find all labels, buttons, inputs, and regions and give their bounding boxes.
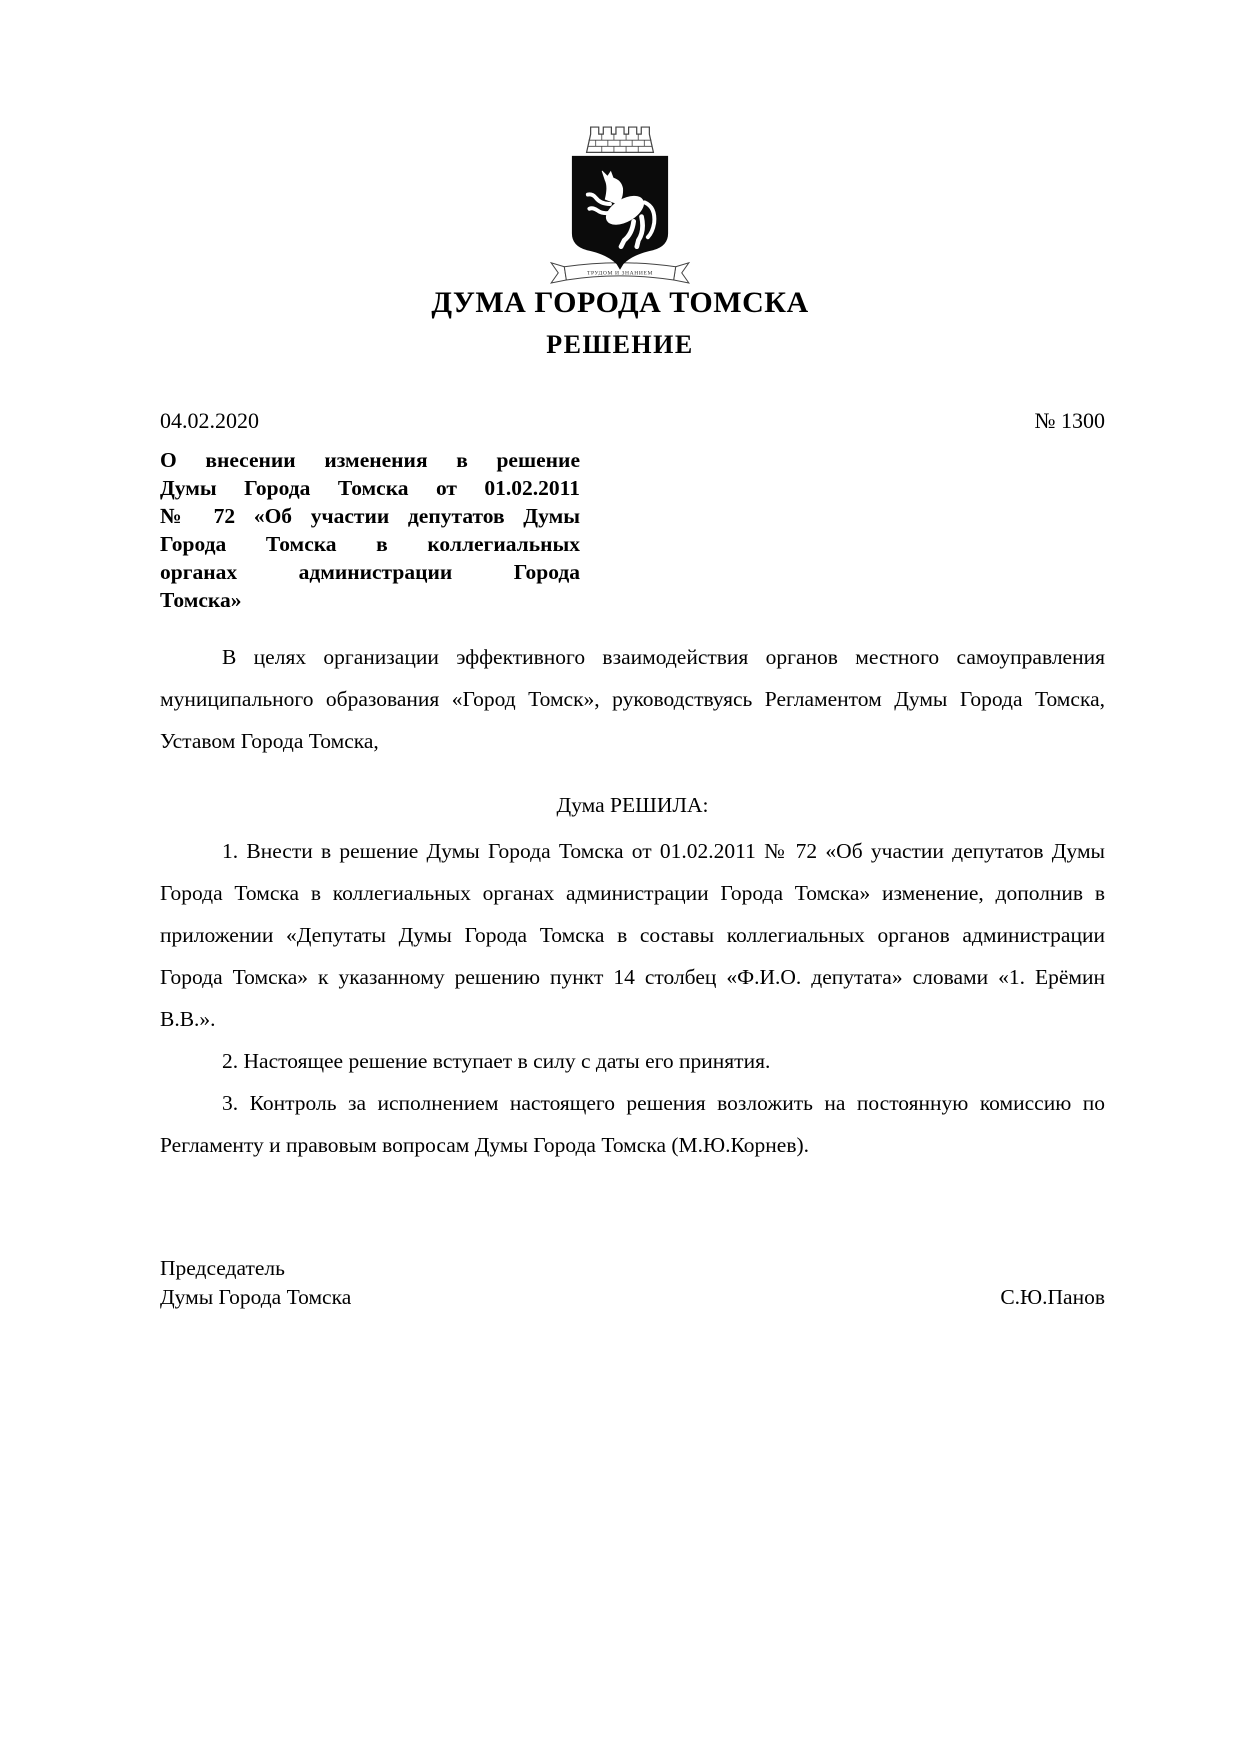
signer-position-line2: Думы Города Томска xyxy=(160,1285,352,1309)
subject-line: О внесении изменения в решение xyxy=(160,448,580,472)
mural-crown-icon xyxy=(587,127,654,152)
resolution-heading: Дума РЕШИЛА: xyxy=(556,793,709,817)
motto-text: ТРУДОМ И ЗНАНИЕМ xyxy=(586,270,654,277)
resolution-item-2: 2. Настоящее решение вступает в силу с даты его принятия. xyxy=(222,1049,771,1073)
document-subject xyxy=(160,446,580,614)
subject-line: органах администрации Города xyxy=(160,560,580,584)
document-number: № 1300 xyxy=(1034,408,1105,433)
preamble-paragraph: В целях организации эффективного взаимодействия органов местного самоуправления муниципального образования «Город Томск», руководствуясь Регламентом Думы Города Томска, Уставом Города Томска, xyxy=(160,645,1105,753)
signer-position-line1: Председатель xyxy=(160,1256,285,1280)
resolution-item-3: 3. Контроль за исполнением настоящего решения возложить на постоянную комиссию по Регламенту и правовым вопросам Думы Города Томска (М.Ю.Корнев). xyxy=(160,1091,1105,1157)
subject-line: Думы Города Томска от 01.02.2011 xyxy=(160,476,580,500)
document-date: 04.02.2020 xyxy=(160,408,259,433)
subject-line: Города Томска в коллегиальных xyxy=(160,532,580,556)
resolution-items xyxy=(160,830,1105,1166)
signature-block xyxy=(160,1254,1105,1312)
signer-position xyxy=(160,1254,351,1312)
signer-name: С.Ю.Панов xyxy=(1000,1285,1105,1309)
subject-line: № 72 «Об участии депутатов Думы xyxy=(160,504,580,528)
subject-line: Томска» xyxy=(160,588,242,612)
tomsk-coat-of-arms xyxy=(530,122,710,284)
meta-row xyxy=(160,408,1105,434)
shield xyxy=(572,156,667,268)
resolution-item-1: 1. Внести в решение Думы Города Томска от 01.02.2011 № 72 «Об участии депутатов Думы Города Томска в коллегиальных органах администрации Города Томска» изменение, дополнив в приложении «Депутаты Думы Города Томска в составы коллегиальных органов администрации Города Томска» к указанному решению пункт 14 столбец «Ф.И.О. депутата» словами «1. Ерёмин В.В.». xyxy=(160,839,1105,1031)
organization-title: ДУМА ГОРОДА ТОМСКА xyxy=(431,286,809,319)
document-type-title: РЕШЕНИЕ xyxy=(546,330,694,359)
